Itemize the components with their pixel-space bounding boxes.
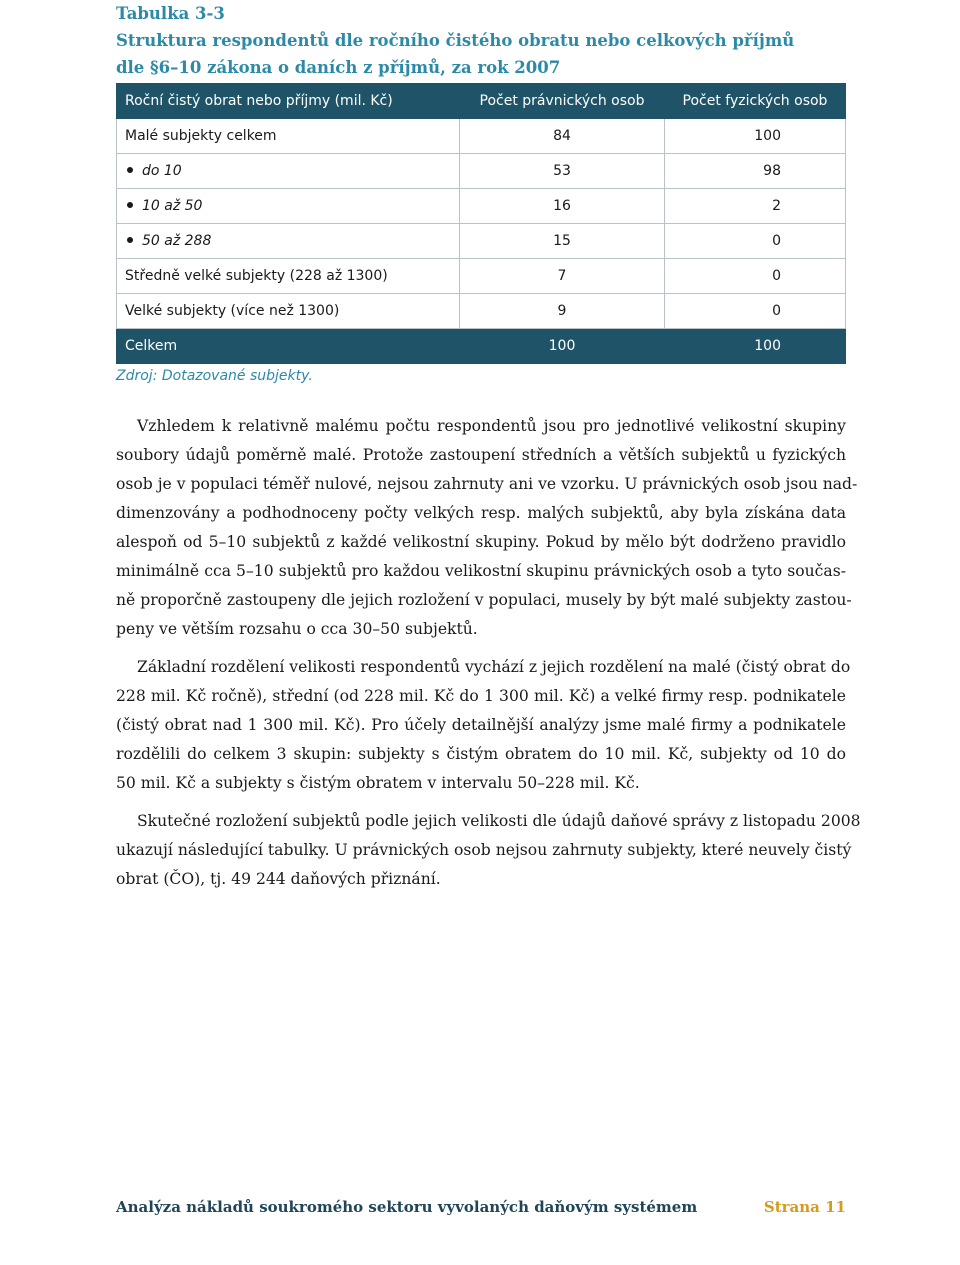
row-label: 10 až 50 [142, 198, 203, 214]
table-row [117, 224, 846, 259]
paragraph-line: 50 mil. Kč a subjekty s čistým obratem v intervalu 50–228 mil. Kč. [116, 774, 640, 792]
row-natural-count: 0 [665, 294, 846, 329]
table-source-note: Zdroj: Dotazované subjekty. [116, 368, 313, 384]
bullet-icon [127, 237, 133, 243]
table-row [117, 259, 846, 294]
row-natural-count: 100 [665, 119, 846, 154]
paragraph-line: (čistý obrat nad 1 300 mil. Kč). Pro účely detailnější analýzy jsme malé firmy a podnikatele [116, 716, 846, 734]
paragraph-line: obrat (ČO), tj. 49 244 daňových přiznání. [116, 870, 441, 888]
row-label-cell [117, 189, 460, 224]
respondent-structure-table [116, 83, 846, 364]
header-legal-persons: Počet právnických osob [460, 84, 665, 119]
paragraph-2 [116, 653, 851, 798]
table-row [117, 119, 846, 154]
table-row [117, 294, 846, 329]
total-legal-count: 100 [460, 329, 665, 364]
paragraph-line: minimálně cca 5–10 subjektů pro každou velikostní skupinu právnických osob a tyto součas- [116, 562, 846, 580]
bullet-icon [127, 167, 133, 173]
row-legal-count: 16 [460, 189, 665, 224]
paragraph-line: peny ve větším rozsahu o cca 30–50 subjektů. [116, 620, 478, 638]
row-label: Velké subjekty (více než 1300) [117, 294, 460, 329]
row-label: 50 až 288 [142, 233, 212, 249]
header-natural-persons: Počet fyzických osob [665, 84, 846, 119]
paragraph-line: rozdělili do celkem 3 skupin: subjekty s čistým obratem do 10 mil. Kč, subjekty od 10 do [116, 745, 846, 763]
row-label-cell [117, 154, 460, 189]
paragraph-line: dimenzovány a podhodnoceny počty velkých resp. malých subjektů, aby byla získána data [116, 504, 846, 522]
row-legal-count: 7 [460, 259, 665, 294]
row-legal-count: 84 [460, 119, 665, 154]
paragraph-line: ukazují následující tabulky. U právnických osob nejsou zahrnuty subjekty, které neuvely čistý [116, 841, 852, 859]
paragraph-line: Základní rozdělení velikosti respondentů vychází z jejich rozdělení na malé (čistý obrat do [137, 658, 851, 676]
table-row [117, 154, 846, 189]
row-natural-count: 2 [665, 189, 846, 224]
table-caption [116, 0, 856, 81]
table-row [117, 189, 846, 224]
paragraph-line: 228 mil. Kč ročně), střední (od 228 mil. Kč do 1 300 mil. Kč) a velké firmy resp. podnikatele [116, 687, 846, 705]
paragraph-line: alespoň od 5–10 subjektů z každé velikostní skupiny. Pokud by mělo být dodrženo pravidlo [116, 533, 846, 551]
paragraph-3 [116, 807, 861, 894]
footer-page-number: Strana 11 [763, 1198, 846, 1216]
row-label: do 10 [142, 163, 182, 179]
row-natural-count: 98 [665, 154, 846, 189]
row-natural-count: 0 [665, 259, 846, 294]
row-legal-count: 53 [460, 154, 665, 189]
row-natural-count: 0 [665, 224, 846, 259]
row-legal-count: 15 [460, 224, 665, 259]
table-label: Tabulka 3-3 [116, 4, 225, 23]
header-turnover: Roční čistý obrat nebo příjmy (mil. Kč) [117, 84, 460, 119]
total-natural-count: 100 [665, 329, 846, 364]
row-legal-count: 9 [460, 294, 665, 329]
row-label: Středně velké subjekty (228 až 1300) [117, 259, 460, 294]
table-title-line-2: dle §6–10 zákona o daních z příjmů, za rok 2007 [116, 58, 561, 77]
paragraph-line: Skutečné rozložení subjektů podle jejich velikosti dle údajů daňové správy z listopadu 2008 [137, 812, 861, 830]
paragraph-line: ně proporčně zastoupeny dle jejich rozložení v populaci, musely by být malé subjekty zastou- [116, 591, 852, 609]
paragraph-line: Vzhledem k relativně malému počtu respondentů jsou pro jednotlivé velikostní skupiny [137, 417, 846, 435]
page-footer [116, 1198, 846, 1216]
table-total-row [117, 329, 846, 364]
paragraph-line: osob je v populaci téměř nulové, nejsou zahrnuty ani ve vzorku. U právnických osob jsou nad- [116, 475, 858, 493]
row-label: Malé subjekty celkem [117, 119, 460, 154]
table-title-line-1: Struktura respondentů dle ročního čistého obratu nebo celkových příjmů [116, 31, 795, 50]
paragraph-line: soubory údajů poměrně malé. Protože zastoupení středních a větších subjektů u fyzických [116, 446, 846, 464]
paragraph-1 [116, 412, 858, 644]
bullet-icon [127, 202, 133, 208]
footer-document-title: Analýza nákladů soukromého sektoru vyvolaných daňovým systémem [116, 1198, 698, 1216]
total-label: Celkem [117, 329, 460, 364]
row-label-cell [117, 224, 460, 259]
table-header-row [117, 84, 846, 119]
